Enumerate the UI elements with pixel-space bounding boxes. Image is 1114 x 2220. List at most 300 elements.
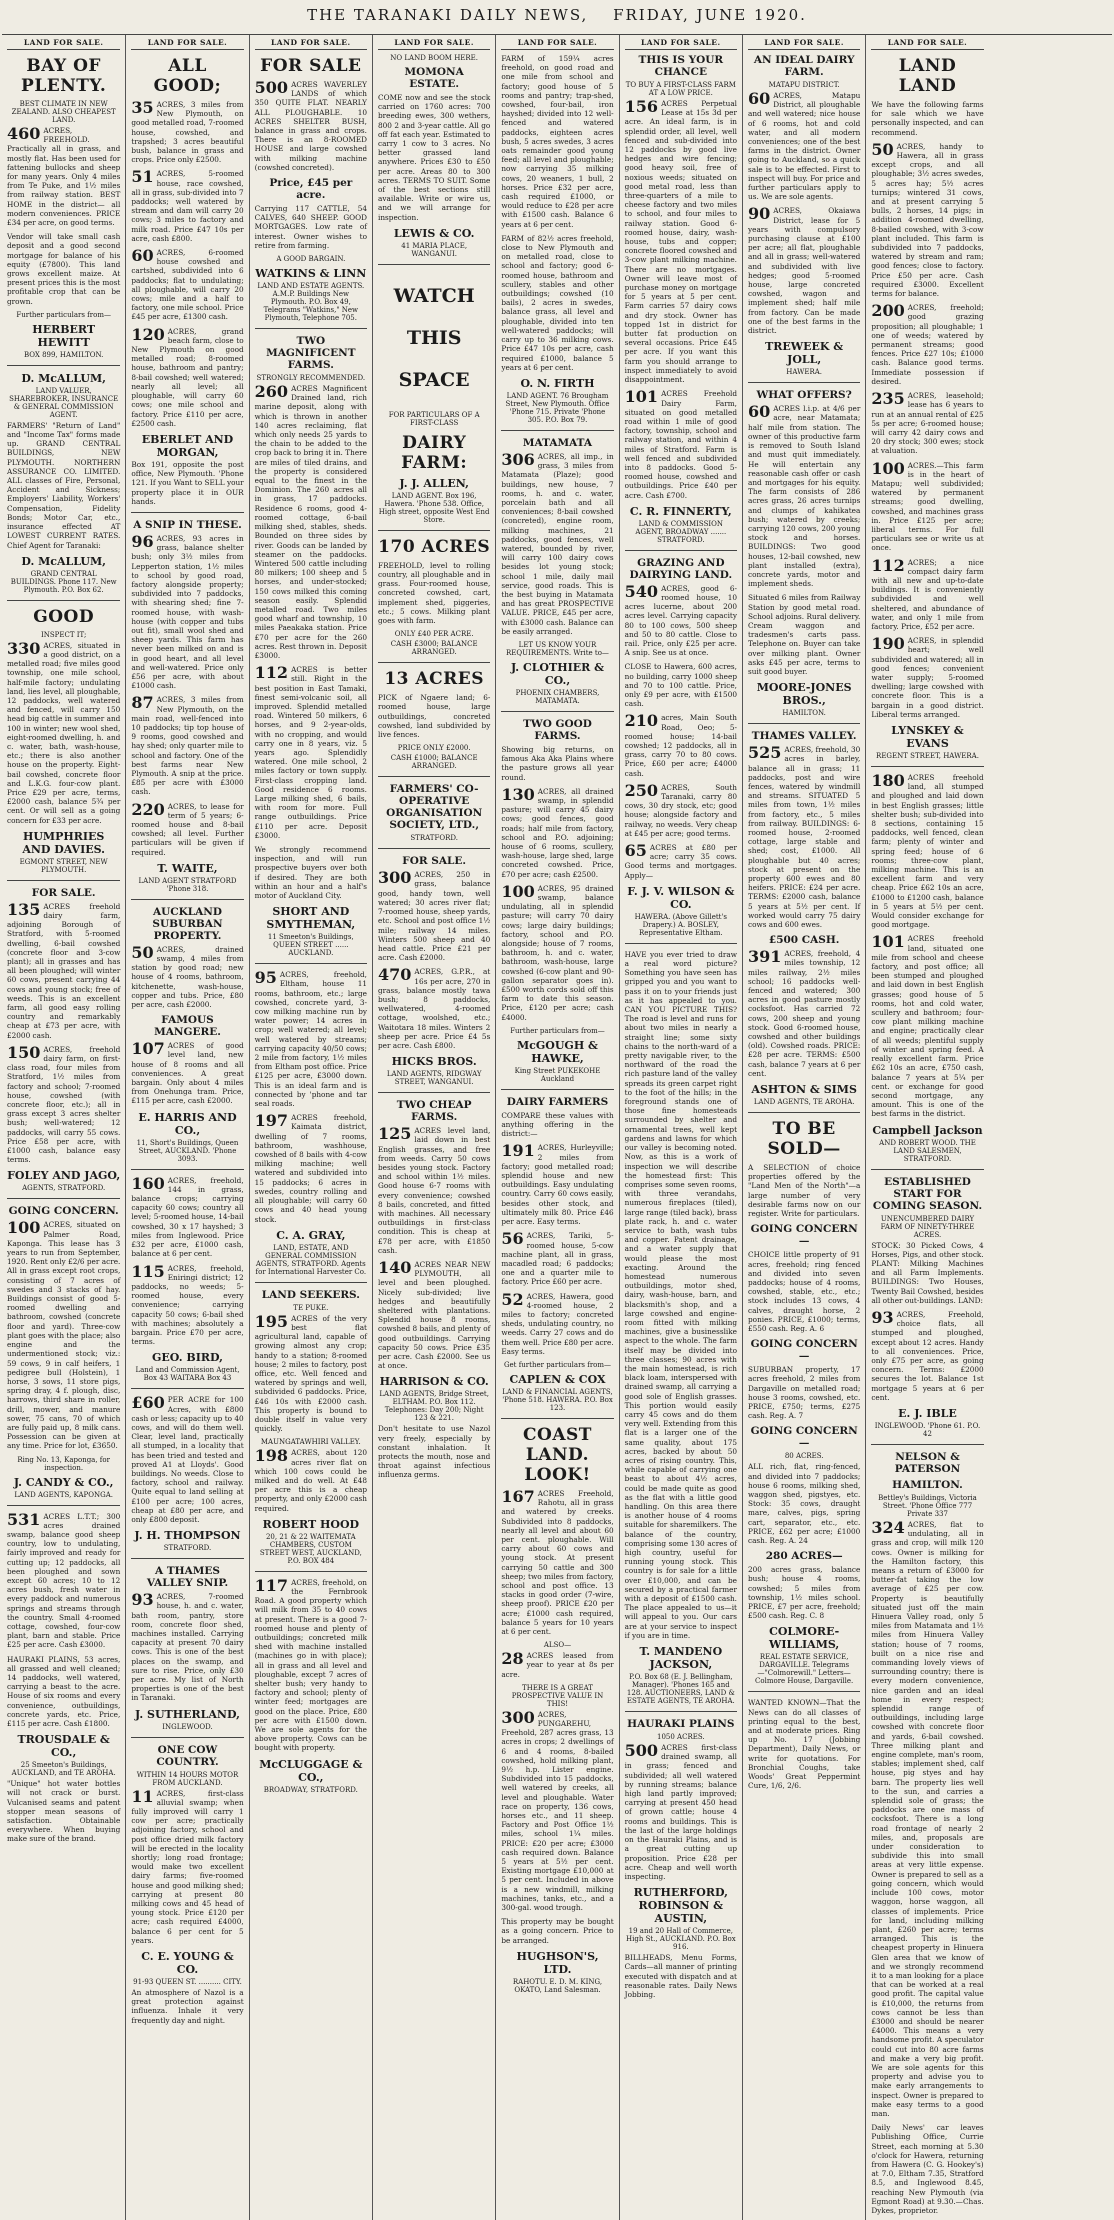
acreage-figure: 300 <box>378 868 412 888</box>
small-caption: LAND & FINANCIAL AGENTS, 'Phone 518. HAWERA. P.O. Box 123. <box>502 1387 613 1412</box>
listing-paragraph <box>501 1651 613 1679</box>
body-paragraph: Box 191, opposite the post office, New Plymouth. 'Phone 121. If you Want to SELL your property place it in OUR hands. <box>131 459 244 506</box>
issue-date: FRIDAY, JUNE 1920. <box>613 6 807 24</box>
subheadline: TWO CHEAP FARMS. <box>396 1099 472 1124</box>
small-caption: ALSO— <box>543 1641 572 1650</box>
acreage-figure: 60 <box>131 246 154 266</box>
listing-paragraph <box>131 799 244 857</box>
small-caption: LET US KNOW YOUR REQUIREMENTS. Write to— <box>506 640 609 657</box>
agent-name: MOORE-JONES BROS., <box>756 681 852 708</box>
agent-name: J. CLOTHIER & CO., <box>510 660 605 687</box>
listing-paragraph <box>131 324 244 428</box>
small-caption: LAND AND ESTATE AGENTS. A.M.P. Buildings New Plymouth. P.O. Box 49, Telegrams "Watkins," New Plymouth, Telephone 705. <box>257 282 365 323</box>
divider <box>748 1691 860 1692</box>
listing-text: ACRES.—This farm is in the heart of Matapu; well subdivided; watered by permanent streams; good dwelling, cowshed, and machines grass in. Price £125 per acre; liberal terms. For full particulars see or write us at once. <box>871 460 984 553</box>
small-caption: HAMILTON. <box>782 709 826 718</box>
masthead <box>0 0 1114 30</box>
listing-text: ACRES of the very best flat agricultural land, capable of growing almost any crop; handy to a station; 8-roomed house; 2 miles to factory, post office, etc. Well fenced and watered by springs and well, subdivided 6 paddocks. Price, £46 10s with £2000 cash. This property is bound to double itself in value very quickly. <box>254 1313 367 1434</box>
listing-text: ACRES, all imp., in grass, 3 miles from Matamata (Plaze); good buildings, new house, 7 rooms, h. and c. water, porcelain bath and all conveniences; 8-bail cowshed (concreted), engine room, milking machines, 21 paddocks, good fences, well watered, bounded by river, will carry 100 dairy cows besides lot young stock; school 1 mile, daily mail service, good roads. This is the best buying in Matamata and has great PROSPECTIVE VALUE. PRICE, £45 per acre, with £3000 cash. Balance can be easily arranged. <box>501 451 614 636</box>
small-caption: THERE IS A GREAT PROSPECTIVE VALUE IN THIS! <box>511 1683 604 1708</box>
acreage-figure: 100 <box>501 881 535 901</box>
agent-name: J. SUTHERLAND, <box>135 1707 240 1721</box>
acreage-figure: £60 <box>131 1393 165 1413</box>
listing-text: ACRES, freehold; good grazing proposition; all ploughable; 1 one of weeds; watered by permanent streams; good fences. Price £27 10s; £1000 cash. Balance good terms. Immediate possession if desired. <box>871 303 984 386</box>
small-caption: BOX 899, HAMILTON. <box>23 350 104 359</box>
agent-name: SHORT AND SMYTHEMAN, <box>266 905 356 932</box>
listing-paragraph <box>131 248 243 322</box>
listing-paragraph <box>255 970 367 1108</box>
listing-paragraph <box>501 1707 614 1913</box>
body-paragraph: Carrying 117 CATTLE, 54 CALVES, 640 SHEEP. GOOD MORTGAGES. Low rate of interest. Owner wishes to retire from farming. <box>254 204 367 250</box>
listing-paragraph <box>255 665 367 840</box>
listing-text: ACRES level land, laid down in best English grasses, and free from weeds. Carry 50 cows besides young stock. Factory and school within 1½ miles. Good house 6-7 rooms with every convenience; cowshed 8 bails, concreted, and fitted with machines. All necessary outbuildings in first-class condition. This is cheap at £78 per acre, with £1850 cash. <box>378 1126 491 1255</box>
listing-text: ACRES, Matapu District, all ploughable and well watered; nice house of 6 rooms, hot and cold water, and all modern conveniences; one of the best farms in the district. Owner going to Auckland, so a quick sale is to be effected. First to inspect will buy. For price and further particulars apply to us. We are sole agents. <box>748 91 861 202</box>
listing-paragraph <box>748 404 860 588</box>
listing-text: ACRES NEAR NEW PLYMOUTH, all level and been ploughed. Nicely sub-divided; live hedges and beautifully sheltered with plantations. Splendid house 8 rooms, cowshed 8 bails, and plenty of good outbuildings. Carrying capacity 50 cows. Price £35 per acre. Cash £2000. See us at once. <box>378 1259 491 1371</box>
subheadline: GOING CONCERN— <box>750 1338 858 1363</box>
listing-paragraph <box>624 780 737 838</box>
divider <box>871 1444 983 1445</box>
body-paragraph: FARM of 159¼ acres freehold, on good road and one mile from school and factory; good house of 5 rooms and pantry; trap-shed, cowshed, four-bail, iron hayshed; divided into 12 well-fenced and watered paddocks, eighteen acres bush, 5 acres swedes, 3 acres oats remainder good young feed; all level and ploughable; now carrying 35 milking cows, 20 weaners, 1 bull, 2 horses. Price £32 per acre, cash required £1000, or would reduce to £28 per acre with £1500 cash. Balance 6 years at 6 per cent. <box>501 54 614 229</box>
listing-paragraph <box>625 1743 737 1881</box>
subheadline: Price, £45 per acre. <box>269 177 353 202</box>
acreage-figure: 11 <box>131 1786 154 1806</box>
listing-paragraph <box>871 1517 984 2118</box>
acreage-figure: 130 <box>501 784 535 804</box>
acreage-figure: 112 <box>254 663 289 683</box>
listing-text: ACRES, situated on Palmer Road, Kaponga. This lease has 3 years to run from September, 1920. Rent only £2/6 per acre. All in grass except root crops, consisting of 7 acres of swedes and 3 stacks of hay. Buildings consist of good 5-roomed dwelling and bathroom, cowshed (concrete floor and yard). Three-cow plant goes with the place; also engine and the undermentioned stock; viz.: 59 cows, 9 in calf heifers, 1 pedigree bull (Holstein), 1 horse, 3 sows, 11 store pigs, spring dray, 4 f. plough, disc, harrows, third share in roller, drill, mower, and manure sower, 75 cans, 70 of which are fully paid up, 8 milk cans. Possession can be given at any time. Price for lot, £3650. <box>7 1220 121 1451</box>
watch-this-space: WATCH THIS SPACE <box>393 284 475 391</box>
subheadline: NELSON & PATERSON <box>894 1450 961 1475</box>
listing-text: ACRES, FREEHOLD. Practically all in grass, and mostly flat. Has been used for fattening bullocks and sheep for many years. Only 4 miles from Te Puke, and 1½ miles from railway station. BEST HOME in the district— all modern conveniences. PRICE £34 per acre, on good terms. <box>7 126 121 228</box>
subheadline: TWO GOOD FARMS. <box>523 717 592 742</box>
listing-paragraph <box>625 843 737 880</box>
listing-text: ACRES freehold land, all stumped and ploughed and laid down in best English grasses; little shelter bush; sub-divided into 8 sections, containing 15 paddocks, well fenced, clean farm; plenty of winter and spring feed; house of 6 rooms; three-cow plant, milking machine. This is an excellent farm and very cheap. Price £62 10s an acre, £1000 to £1200 cash, balance in 5 years at 5½ per cent. Would consider exchange for good mortgage. <box>871 773 984 930</box>
listing-text: ACRES, handy to Hawera, all in grass except crops, and all ploughable; 3½ acres swedes, 5 acres hay; 5½ acres turnips; wintered 31 cows, and at present carrying 5 bulls, 2 horses, 14 pigs; in addition 4-roomed dwelling, 8-bailed cowshed, with 3-cow plant included. This farm is subdivided into 7 paddocks, watered by stream and ram; good fences; close to factory. Price £50 per acre. Cash required £3000. Excellent terms for balance. <box>871 141 984 299</box>
agent-name: D. McALLUM, <box>21 554 106 568</box>
listing-text: ACRES, PUNGAREHU, Freehold, 287 acres grass, 13 acres in crops; 2 dwellings of 6 and 4 rooms, 8-bailed cowshed, hold milking plant, 9½ h.p. Lister engine. Subdivided into 15 paddocks, well watered by creeks, all level and ploughable. Water race on property, 136 cows, horses etc., and 11 sheep. Factory and Post Office 1½ miles, school 1¼ miles. PRICE: £20 per acre; £3000 cash required down. Balance 5 years at 5½ per cent. Existing mortgage £10,000 at 5 per cent. Included in above is a new windmill, milking machines, tanks, etc., and a 300-gal. wood trough. <box>501 1709 614 1913</box>
subheadline: GRAZING AND DAIRYING LAND. <box>629 556 733 581</box>
listing-text: ACRES, freehold dairy farm, on first-class road, four miles from Stratford, 1½ miles from factory and school; 7-roomed house, cowshed (with concrete floor, etc.); all in grass except 3 acres shelter bush; well-watered; 12 paddocks, will carry 55 cows. Price £58 per acre, with £1000 cash, balance easy terms. <box>7 1044 121 1165</box>
body-paragraph: FREEHOLD, level to rolling country, all ploughable and in grass. Four-roomed house, concreted cowshed, cart, implement shed, piggeries, etc.; 5 cows. Milking plant goes with farm. <box>378 560 491 626</box>
listing-text: ACRES of good level land, new house of 8 rooms and all conveniences. A great bargain. Only about 4 miles from Onehunga tram. Price, £115 per acre, cash £2000. <box>131 1041 244 1106</box>
divider <box>378 530 490 531</box>
divider <box>131 1388 243 1389</box>
agent-name: C. E. YOUNG & CO. <box>141 1950 234 1977</box>
small-caption: PHOENIX CHAMBERS, MATAMATA. <box>515 688 600 705</box>
listing-text: ACRES at £80 per acre; carry 35 cows. Good terms and mortgages. Apply— <box>624 843 737 880</box>
listing-text: ACRES, freehold, 144 in grass, balance crops; carrying capacity 60 cows; country all level; 5-roomed house, 14-bail cowshed, 30 x 17 hayshed; 3 miles from Inglewood. Price £32 per acre, £1000 cash, balance at 6 per cent. <box>131 1175 244 1259</box>
small-caption: LAND AGENTS, TE AROHA. <box>753 1098 855 1107</box>
small-caption: TE PUKE. <box>293 1303 329 1312</box>
listing-paragraph <box>871 391 983 455</box>
headline: TO BE SOLD— <box>767 1119 841 1160</box>
listing-paragraph <box>255 1113 367 1223</box>
listing-text: ACRES, situated in a good district, on a metalled road; five miles good township, one mile school, half-mile factory; undulating land, lies level, all ploughable, 12 paddocks, well watered and fenced, will carry 150 head big cattle in summer and 100 in winter; new wool shed, eight-roomed dwelling, h. and c. water, bath, wash-house, etc.; there is also another house on the property. Eight-bail cowshed, concrete floor and L.K.G. four-cow plant. Price £29 per acre, terms, £2000 cash, balance 5¾ per cent. Or will sell as a going concern for £33 per acre. <box>7 640 121 825</box>
listing-paragraph <box>255 80 367 172</box>
headline: 13 ACRES <box>384 669 484 690</box>
subheadline: THIS IS YOUR CHANCE <box>638 54 724 78</box>
listing-text: ACRES, 93 acres in grass, balance shelter bush; only 3½ miles from Lepperton station, 1½ miles to school by good road, factory alongside property; subdivided into 7 paddocks, with shearing shed; fine 7-roomed house, with wash-house (with copper and tubs out fit), small wool shed and sheep yards. This farm has never been milked on and is in good heart, and all level and well-watered. Price only £56 per acre, with about £1000 cash. <box>131 533 244 691</box>
divider <box>131 512 243 513</box>
listing-text: ACRES, 7-roomed house, h. and c. water, bath room, pantry, store room, concrete floor shed, machines installed. Carrying capacity at present 70 dairy cows. This is one of the best places on the swamp, and sure to rise. Price, only £30 per acre. My list of North properties is one of the best in Taranaki. <box>131 1592 244 1703</box>
listing-text: ACRES, freehold, Eniringi district; 12 paddocks, no weeds; 5-roomed house, every convenience; carrying capacity 50 cows; 6-bail shed with machines; absolutely a bargain. Price £70 per acre, terms. <box>131 1263 244 1347</box>
headline: 170 ACRES <box>378 536 491 557</box>
subheadline: GOING CONCERN— <box>750 1425 858 1450</box>
small-caption: LAND & COMMISSION AGENT, BROADWAY ....... STRATFORD. <box>635 519 727 544</box>
column-4 <box>372 35 495 2220</box>
agent-name: C. A. GRAY, <box>276 1228 346 1242</box>
small-caption: AND ROBERT WOOD. THE LAND SALESMEN, STRATFORD. <box>879 1138 976 1163</box>
subheadline: MATAMATA <box>522 436 593 449</box>
small-caption: ONLY £40 PER ACRE. <box>394 630 474 639</box>
listing-paragraph <box>501 1231 613 1286</box>
acreage-figure: 391 <box>748 947 782 967</box>
agent-name: HUGHSON'S, LTD. <box>516 1949 599 1976</box>
acreage-figure: 101 <box>871 932 905 952</box>
agent-name: J. H. THOMPSON <box>134 1529 241 1543</box>
listing-text: ACRES, 250 in grass, balance good, handy town, well watered; 30 acres river flat; 7-roomed house, sheep yards, etc. School and post office 1½ mile; railway 14 miles. Winters 500 sheep and 40 head cattle. Price £21 per acre. Cash £2000. <box>378 870 491 963</box>
small-caption: LAND AGENTS, Bridge Street, ELTHAM. P.O. Box 112. Telephones: Day 200; Night 123 & 221. <box>379 1390 489 1423</box>
column-8 <box>865 35 988 2220</box>
headline: DAIRY FARM: <box>401 432 468 473</box>
agent-name: CAPLEN & COX <box>509 1372 606 1386</box>
column-header: LAND FOR SALE. <box>748 38 860 50</box>
acreage-figure: 90 <box>748 204 771 224</box>
listing-text: ACRES freehold, Kaimata district, dwelling of 7 rooms, bathroom, washhouse, cowshed of 8 bails with 4-cow milking machine; well watered and subdivided into 15 paddocks; 6 acres in swedes, country rolling and all ploughable; will carry 60 cows and 40 head young stock. <box>254 1113 367 1224</box>
subheadline: DAIRY FARMERS <box>506 1095 609 1108</box>
small-caption: CASH £3000; BALANCE ARRANGED. <box>390 640 478 657</box>
listing-text: ACRES l.i.p. at 4/6 per acre, near Matamata; half mile from station. The owner of this productive farm is removed to South Island and must quit immediately. He will entertain any reasonable cash offer or cash and mortgages for his equity. The farm consists of 286 acres grass, 26 acres turnips and clumps of kahikatea bush; watered by creeks; carrying 120 cows, 200 young stock and horses. BUILDINGS: Two good houses, 12-bail cowshed, new plant installed (extra), concrete yards, motor and implement sheds. <box>748 404 861 589</box>
divider <box>7 1505 120 1506</box>
listing-paragraph <box>131 1041 243 1105</box>
listing-paragraph <box>7 638 121 825</box>
agent-name: T. WAITE, <box>157 861 218 875</box>
column-3 <box>249 35 372 2220</box>
agent-name: TREWEEK & JOLL, <box>765 340 844 367</box>
column-6 <box>619 35 742 2220</box>
listing-paragraph <box>7 899 121 1040</box>
listing-paragraph <box>378 967 490 1050</box>
listing-text: ACRES, flat to undulating, all in grass and crop, will milk 120 cows. Owner is milking for the Hamilton factory, this means a return of £3000 for butter-fat taking the low average of £25 per cow. Property is beautifully situated just off the main Hinuera Valley road, only 5 miles from Matamata and 1½ miles from Hinuera Valley station; house of 7 rooms, built on a nice rise and commanding lovely views of surrounding country; there is every modern convenience, nice garden and an ideal home in every respect; splendid range of outbuildings, including large cowshed with concrete floor and yards, 6-bail cowshed. Three milking plant and engine complete, man's room, stables; implement shed, calf house, pig styes and hay barn. The property lies well to the sun, and carries a splendid sole of grass; the paddocks are one mass of cocksfoot. There is a long road frontage of nearly 2 miles, and, proposals are under consideration to subdivide this into small areas at very little expense. Owner is prepared to sell as a going concern, which would include 100 cows, motor waggon, horse waggon, all classes of implements. Price for land, including milking plant, £260 per acre; terms arranged. This is the cheapest property in Hinuera Glen area that we know of and we strongly recommend it to a man looking for a place that can be worked at a real good profit. The capital value is £10,000, the returns from cows cannot be less than £3000 and should be nearer £4000. This means a very handsome profit. A speculator could cut into 80 acre farms and make a very big profit. We are sole agents for this property and advise you to make early arrangements to inspect. Owner is prepared to make easy terms to a good man. <box>871 1519 984 2118</box>
body-paragraph: "Unique" hot water bottles will not crack or burst. Vulcanised seams and patent stopper mean seasons of satisfaction. Obtainable everywhere. When buying make sure of the brand. <box>7 1779 121 1844</box>
small-caption: EGMONT STREET, NEW PLYMOUTH. <box>19 857 108 874</box>
small-caption: REGENT STREET, HAWERA. <box>876 752 979 760</box>
small-caption: MATAPU DISTRICT. <box>768 81 840 89</box>
headline: GOOD <box>33 606 95 627</box>
listing-paragraph <box>131 169 243 243</box>
listing-paragraph <box>131 1261 244 1347</box>
listing-text: ACRES, 6-roomed house cowshed and cartshed, subdivided into 6 paddocks; flat to undulating; all ploughable, will carry 20 cows; mile and a half to factory, one mile school. Price £45 per acre, £1300 cash. <box>131 248 244 322</box>
body-paragraph: We strongly recommend inspection, and will run prospective buyers over both if desired. They are both within an hour and a half's motor of Auckland City. <box>254 845 367 901</box>
listing-text: ACRES, all drained swamp, in splendid pasture; will carry 45 dairy cows; good fences, good roads; half mile from factory, school and P.O. adjoining; house of 6 rooms, scullery, wash-house, large shed, large concreted cowshed. Price, £70 per acre; cash £2500. <box>501 786 614 879</box>
listing-text: PER ACRE for 100 Acres, with £800 cash or less; capacity up to 40 cows, and will do them well. Clear, level land, practically all stumped, in a locality that has been tried and tested and proved A1 at Lloyds'. Good buildings. No weeds. Close to factory, school and railway. Quite equal to land selling at £100 per acre; 100 acres, cheap at £80 per acre, and only £800 deposit. <box>131 1395 244 1524</box>
body-paragraph: PICK of Ngaere land; 6-roomed house, large outbuildings, concreted cowshed, land subdivided by live fences. <box>378 693 491 740</box>
acreage-figure: 195 <box>254 1311 289 1331</box>
divider <box>501 1418 613 1419</box>
body-paragraph: ALL rich, flat, ring-fenced, and divided into 7 paddocks; house 6 rooms, milking shed, waggon shed, pigstyes, etc. Stock: 35 cows, draught mare, calves, pigs, spring cart, separator, etc., etc. PRICE, £62 per acre; £1000 cash. Reg. A. 24 <box>748 1462 861 1545</box>
listing-text: ACRES, to lease for term of 5 years; 6-roomed house and 8-bail cowshed; all level. Further particulars will be given if required. <box>131 801 244 857</box>
agent-name: COLMORE-WILLIAMS, <box>769 1625 840 1652</box>
acreage-figure: 112 <box>871 555 905 575</box>
divider <box>748 1112 860 1113</box>
acreage-figure: 100 <box>871 458 905 478</box>
body-paragraph: BILLHEADS, Menu Forms, Cards—all manner of printing executed with dispatch and at reasonable rates. Daily News Jobbing. <box>624 1953 737 1999</box>
small-caption: HAWERA. (Above Gillett's Drapery.) A. BOSLEY, Representative Eltham. <box>634 912 727 937</box>
agent-name: E. J. IBLE <box>898 1406 957 1420</box>
small-caption: 80 ACRES. <box>784 1452 824 1461</box>
listing-text: ACRES, 3 miles from New Plymouth, on good metalled road, 7-roomed house, cowshed, and trapshed; 3 acres beautiful bush, balance in grass and crops. Price only £2500. <box>131 100 244 165</box>
divider <box>501 711 613 712</box>
small-caption: STRATFORD. <box>163 1544 212 1553</box>
small-caption: LAND AGENT STRATFORD 'Phone 318. <box>138 876 237 893</box>
listing-paragraph <box>871 636 983 719</box>
subheadline: HAURAKI PLAINS <box>627 1718 735 1731</box>
subheadline: A THAMES VALLEY SNIP. <box>146 1565 229 1590</box>
small-caption: TO BUY A FIRST-CLASS FARM AT A LOW PRICE. <box>625 81 736 97</box>
acreage-figure: 93 <box>871 1307 894 1327</box>
listing-text: ACRES first-class drained swamp, all in grass; fenced and subdivided; all well watered by running streams; balance high land partly improved; carrying at present 450 head of grown cattle; house 4 rooms and buildings. This is the last of the large holdings on the Hauraki Plains, and is a great cutting up proposition. Price £28 per acre. Cheap and well worth inspecting. <box>624 1743 737 1881</box>
acreage-figure: 160 <box>131 1173 165 1193</box>
subheadline: THAMES VALLEY. <box>751 730 857 743</box>
agent-name: HERBERT HEWITT <box>32 322 96 349</box>
divider <box>7 1198 120 1199</box>
subheadline: GOING CONCERN. <box>8 1205 119 1218</box>
listing-paragraph <box>131 1395 243 1524</box>
listing-paragraph <box>871 1307 984 1402</box>
column-2 <box>125 35 248 2220</box>
small-caption: 20, 21 & 22 WAITEMATA CHAMBERS, CUSTOM STREET WEST, AUCKLAND, P.O. BOX 484 <box>259 1532 362 1565</box>
small-caption: Get further particulars from— <box>503 1360 612 1369</box>
listing-text: ACRES, freehold, on the Fernbrook Road. A good property which will milk from 35 to 40 cows at present. There is a good 7-roomed house and plenty of outbuildings; concreted milk shed with machine installed (machines go in with place); all in grass and all level and ploughable, except 7 acres of shelter bush; very handy to factory and school; plenty of winter feed; mortgages are good on the place. Price, £80 per acre with £1500 down. We are sole agents for the above property. Cows can be bought with property. <box>254 1577 367 1753</box>
acreage-figure: 260 <box>254 382 289 402</box>
acreage-figure: 200 <box>871 301 905 321</box>
listing-text: acres, Main South Road, Oeo; 5-roomed house; 14-bail cowshed; 12 paddocks, all in grass, carry 70 to 80 cows. Price, £60 per acre; £4000 cash. <box>624 713 737 778</box>
listing-paragraph <box>501 881 614 1022</box>
column-header: LAND FOR SALE. <box>871 38 983 50</box>
column-header: LAND FOR SALE. <box>7 38 120 50</box>
body-paragraph: HAURAKI PLAINS, 53 acres, all grassed and well cleaned; 14 paddocks, well watered, carrying a beast to the acre. House of six rooms and every convenience, outbuildings, concrete yards, etc. Price, £115 per acre. Cash £1800. <box>7 1654 121 1728</box>
listing-paragraph <box>501 449 614 636</box>
acreage-figure: 96 <box>131 531 154 551</box>
agent-name: ROBERT HOOD <box>262 1517 360 1531</box>
subheadline: FOR SALE. <box>31 886 96 899</box>
listing-paragraph <box>7 126 120 227</box>
small-caption: P.O. Box 68 (E. J. Bellingham, Manager). 'Phones 165 and 128. AUCTIONEERS, LAND & ESTATE AGENTS, TE AROHA. <box>626 1673 735 1706</box>
subheadline: GOING CONCERN— <box>750 1223 858 1248</box>
column-header: LAND FOR SALE. <box>131 38 243 50</box>
column-5 <box>495 35 618 2220</box>
small-caption: GRAND CENTRAL BUILDINGS. Phone 117. New Plymouth. P.O. Box 62. <box>10 569 117 594</box>
agent-name: LEWIS & CO. <box>393 226 475 240</box>
listing-text: ACRES, G.P.R., at 16s per acre, 270 in grass, balance mostly tawa bush; 8 paddocks, wellwatered, 4-roomed cottage, woolshed, etc.; Waitotara 18 miles. Winters 2 sheep per acre. Price £4 5s per acre. Cash £800. <box>378 967 491 1050</box>
headline: ALL GOOD; <box>153 56 222 96</box>
acreage-figure: 56 <box>501 1229 524 1249</box>
small-caption: Ring No. 13, Kaponga, for inspection. <box>17 1455 110 1472</box>
acreage-figure: 460 <box>7 124 41 143</box>
agent-name: F. J. V. WILSON & CO. <box>627 884 735 911</box>
listing-paragraph <box>254 1575 367 1753</box>
divider <box>255 1571 367 1572</box>
acreage-figure: 115 <box>131 1261 165 1281</box>
small-caption: BEST CLIMATE IN NEW ZEALAND. ALSO CHEAPEST LAND. <box>11 100 116 124</box>
acreage-figure: 28 <box>501 1649 524 1669</box>
divider <box>871 1169 983 1170</box>
listing-paragraph <box>131 695 243 796</box>
agent-name: E. HARRIS AND CO., <box>138 1110 237 1137</box>
acreage-figure: 220 <box>131 799 165 819</box>
listing-paragraph <box>255 384 367 660</box>
agent-name: McGOUGH & HAWKE, <box>516 1038 598 1065</box>
agent-name: WATKINS & LINN <box>255 267 367 281</box>
small-caption: REAL ESTATE SERVICE, DARGAVILLE. Telegrams—"Colmorewill." Letters—Colmore House, Dargaville. <box>755 1653 854 1686</box>
acreage-figure: 531 <box>7 1509 41 1529</box>
acreage-figure: 525 <box>748 743 782 763</box>
divider <box>748 723 860 724</box>
acreage-figure: 250 <box>624 780 659 800</box>
small-caption: LAND, ESTATE, AND GENERAL COMMISSION AGENTS, STRATFORD. Agents for International Harvester Co. <box>255 1243 367 1276</box>
small-caption: LAND AGENT. 76 Brougham Street, New Plymouth. Office 'Phone 715. Private 'Phone 305. P.O. Box 79. <box>505 391 610 424</box>
subheadline: HAMILTON. <box>892 1478 963 1491</box>
listing-paragraph <box>624 581 737 658</box>
listing-paragraph <box>501 1143 613 1226</box>
agent-name: ASHTON & SIMS <box>751 1083 857 1097</box>
acreage-figure: 35 <box>131 98 154 117</box>
divider <box>378 662 490 663</box>
acreage-figure: 210 <box>624 711 659 731</box>
listing-paragraph <box>501 1486 614 1636</box>
column-7 <box>742 35 865 2220</box>
acreage-figure: 197 <box>254 1111 289 1131</box>
agent-name: EBERLET AND MORGAN, <box>141 432 234 459</box>
agent-name: GEO. BIRD, <box>152 1351 223 1365</box>
listing-text: ACRES WAVERLEY LANDS of which 350 QUITE FLAT. NEARLY ALL PLOUGHABLE. 10 ACRES SHELTER BUSH, balance in grass and crops. There is an 8-ROOMED HOUSE and large cowshed with milking machine (cowshed concreted). <box>254 80 367 172</box>
small-caption: INGLEWOOD. <box>162 1722 213 1731</box>
listing-text: ACRES; a nice compact dairy farm with all new and up-to-date buildings. It is conveniently subdivided and well sheltered, and abundance of water, and only 1 mile from factory. Price, £52 per acre. <box>871 557 984 631</box>
acreage-figure: 470 <box>378 965 412 985</box>
column-header: LAND FOR SALE. <box>378 38 490 50</box>
small-caption: LAND AGENTS, KAPONGA. <box>14 1490 113 1499</box>
small-caption: A GOOD BARGAIN. <box>276 255 346 264</box>
body-paragraph: COME now and see the stock carried on 1760 acres: 700 breeding ewes, 300 wethers, 800 2 and 3-year cattle. All go off fat each year. Estimated to carry 1 cow to 3 acres. No better grassed land anywhere. Prices £30 to £50 per acre. Areas 80 to 300 acres. TERMS TO SUIT. Some of the best sections still available. Write or wire us, and we will arrange for inspection. <box>378 93 491 222</box>
acreage-figure: 180 <box>871 771 905 790</box>
small-caption: LAND AGENT. Box 196, Hawera. 'Phone 538. Office, High street, opposite West End Store. <box>378 491 490 524</box>
divider <box>625 1711 737 1712</box>
subheadline: AUCKLAND SUBURBAN PROPERTY. <box>152 905 223 942</box>
subheadline: WHAT OFFERS? <box>756 389 852 402</box>
listing-paragraph <box>131 1786 244 1945</box>
listing-text: ACRES freehold land, situated one mile from school and cheese factory, and post office; all been stumped and ploughed and laid down in best English grasses; good house of 5 rooms, hot and cold water, scullery and bathroom; four-cow plant milking machine and engine; practically clear of all weeds; plentiful supply of winter and spring feed. A really excellent farm. Price £62 10s an acre, £750 cash, balance 7 years at 5¼ per cent. or exchange for good second mortgage, any amount. This is one of the best farms in the district. <box>871 934 984 1119</box>
body-paragraph: CHOICE little property of 91 acres, freehold; ring fenced and divided into seven paddocks; house of 4 rooms, cowshed, stable, etc., etc.; stock includes 13 cows, 4 calves, draught horse, 2 ponies. PRICE, £1000; terms, £550 cash. Reg. A. 6 <box>748 1250 861 1333</box>
acreage-figure: 324 <box>871 1517 905 1537</box>
body-paragraph: Daily News' car leaves Publishing Office, Currie Street, each morning at 5.30 o'clock for Hawera, returning from Hawera (C. G. Hookey's) at 7.0, Eltham 7.35, Stratford 8.5, and Inglewood 8.45, reaching New Plymouth (via Egmont Road) at 9.30.—Chas. Dykes, proprietor. <box>871 2123 984 2215</box>
acreage-figure: 190 <box>871 634 905 654</box>
listing-paragraph <box>255 1448 367 1512</box>
body-paragraph: An atmosphere of Nazol is a great protection against influenza. Inhale it very frequently day and night. <box>131 1988 244 2025</box>
divider <box>131 1737 243 1738</box>
acreage-figure: 60 <box>748 89 771 108</box>
small-caption: WITHIN 14 HOURS MOTOR FROM AUCKLAND. <box>136 1770 239 1787</box>
small-caption: AGENTS, STRATFORD. <box>22 1184 106 1193</box>
acreage-figure: 60 <box>748 402 771 422</box>
small-caption: 11, Short's Buildings, Queen Street, AUCKLAND. 'Phone 3093. <box>136 1138 239 1163</box>
small-caption: Further particulars from— <box>510 1026 605 1035</box>
listing-paragraph <box>378 870 490 962</box>
body-paragraph: We have the following farms for sale which we have personally inspected, and can recommend. <box>871 100 984 137</box>
divider <box>378 264 490 265</box>
agent-name: Campbell Jackson <box>872 1123 983 1137</box>
acreage-figure: 87 <box>131 693 154 713</box>
listing-text: ACRES, 3 miles from New Plymouth, on the main road, well-fenced into 10 paddocks; tip top house of 9 rooms, good cowshed and hay shed; only quarter mile to school and factory. One of the best farms near New Plymouth. A snip at the price. £85 per acre with £3000 cash. <box>131 695 244 797</box>
divider <box>625 943 737 944</box>
listing-text: ACRES, 95 drained swamp, balance undulating, all in splendid pasture; will carry 70 dairy cows; large dairy buildings; factory, school and P.O. alongside; house of 7 rooms, bathroom, h. and c. water, bathroom, wash-house, large cowshed (6-cow plant and 90-gallon separator goes in). £500 worth cords sold off this farm to date this season. Price, £120 per acre; cash £4000. <box>501 883 614 1022</box>
acreage-figure: 300 <box>501 1707 535 1727</box>
listing-text: ACRES, first-class alluvial swamp; when fully improved will carry 1 cow per acre; practically adjoining factory, school and post office dried milk factory will be erected in the locality shortly; long road frontage; would make two excellent dairy farms; five-roomed house and good milking shed; carrying at present 80 milking cows and 45 head of young stock. Price £120 per acre; cash required £4000, balance 6 per cent for 5 years. <box>131 1788 244 1945</box>
small-caption: STRONGLY RECOMMENDED. <box>256 374 366 383</box>
acreage-figure: 540 <box>624 581 659 601</box>
body-paragraph: FARMERS' "Return of Land" and "Income Tax" forms made up. GRAND CENTRAL BUILDINGS, NEW PLYMOUTH. NORTHERN ASSURANCE CO. LIMITED. ALL classes of Fire, Personal, Accident and Sickness; Employers' Liability, Workers' Compensation, Fidelity Bonds; Motor Car, etc., insurance effected AT LOWEST CURRENT RATES. Chief Agent for Taranaki: <box>7 420 121 550</box>
body-paragraph: HAVE you ever tried to draw a real word picture? Something you have seen has gripped you and you want to pass it on to your friends just as it has appealed to you. CAN YOU PICTURE THIS? The road is level and runs for about two miles in nearly a straight line; some sixty chains to the north-ward of a pretty navigable river, to the northward of the road the rich pasture land of the valley spreads its green carpet right to the foot of the hills; in the foreground stands one of those fine homesteads surrounded by shelter and ornamental trees, well kept gardens and lawns for which our valley is becoming noted. Now, as this is a work of inspection we will describe the homestead first: This comprises some seven rooms, with three verandahs, numerous fireplaces (tiled), large range (tiled back), brass plate rack, h. and c. water service to bath, wash tubs and copper. Patent drainage, and a water supply that would please the most exacting. Around the homestead numerous outbuildings, motor shed, dairy, wash-house, barn, and blacksmith's shop, and a large cowshed and engine-room fitted with milking machines, give a businesslike aspect to the whole. The farm itself may be divided into three classes; 90 acres with the main homestead, is rich black loam, interspersed with drained swamp, all carrying a good sole of English grasses. This portion would easily carry 45 cows and do them very well. Extending from this flat is a larger one of the same quality, about 175 acres, backed by about 50 acres of rising country. This, while capable of carrying one beast to about 4½ acres, could be made quite as good as the flat with a little good handling. On this area there is another house of 4 rooms suitable for sharemilkers. The balance of the country, comprising some 130 acres of high country, useful for running young stock. This country is for sale for a little over £10,000, and can be secured by a practical farmer with a deposit of £1500 cash. The place appealed to us—it will appeal to you. Our cars are at your service to inspect if you are in time. <box>624 949 737 1640</box>
listing-text: ACRES, Hawera, good 4-roomed house, 2 miles to factory; concreted sheds, undulating country, no weeds. Carry 27 cows and do them well. Price £80 per acre. Easy terms. <box>501 1291 614 1356</box>
divider <box>501 1089 613 1090</box>
small-caption: BROADWAY, STRATFORD. <box>263 1785 358 1794</box>
body-paragraph: COMPARE these values with anything offering in the district:— <box>501 1110 614 1139</box>
acreage-figure: 191 <box>501 1141 535 1161</box>
divider <box>255 328 367 329</box>
listing-paragraph <box>871 458 984 553</box>
listing-paragraph <box>625 713 737 777</box>
acreage-figure: 50 <box>131 942 154 962</box>
acreage-figure: 117 <box>254 1575 289 1595</box>
acreage-figure: 500 <box>624 1741 659 1761</box>
subheadline: A SNIP IN THESE. <box>133 518 242 531</box>
listing-paragraph <box>254 1311 367 1434</box>
divider <box>378 848 490 849</box>
agent-name: D. McALLUM, <box>21 371 106 385</box>
listing-paragraph <box>871 139 984 299</box>
divider <box>7 880 120 881</box>
acreage-figure: 140 <box>378 1257 412 1277</box>
headline: FOR SALE <box>260 56 362 76</box>
subheadline: ESTABLISHED START FOR COMING SEASON. <box>872 1175 983 1212</box>
agent-name: O. N. FIRTH <box>520 376 595 390</box>
acreage-figure: 330 <box>7 638 41 658</box>
listing-text: ACRES, grand beach farm, close to New Plymouth on good metalled road; 8-roomed house, bathroom and pantry; 8-bail cowshed; well watered; nearly all level; all ploughable, will carry 60 cows; one mile school and factory. Price £110 per acre, £2500 cash. <box>131 326 244 428</box>
listing-text: ACRES leased from year to year at 8s per acre. <box>501 1651 614 1679</box>
listing-text: ACRES, Freehold, choice flats, all stumped and ploughed, except about 12 acres. Handy to all conveniences. Price, only £75 per acre, as going concern. Terms: £2000 secures the lot. Balance 1st mortgage 5 years at 6 per cent. <box>871 1309 984 1402</box>
agent-name: J. J. ALLEN, <box>399 476 469 490</box>
subheadline: FOR SALE. <box>402 855 467 868</box>
agent-name: McCLUGGAGE & CO., <box>259 1757 363 1784</box>
subheadline: MOMONA ESTATE. <box>404 66 464 90</box>
small-caption: CASH £1000; BALANCE ARRANGED. <box>390 754 478 771</box>
agent-name: J. CANDY & CO., <box>13 1475 114 1489</box>
listing-paragraph <box>748 949 860 1078</box>
agent-name: HICKS BROS. <box>391 1055 477 1069</box>
body-paragraph: FARM of 82½ acres freehold, close to New Plymouth and on metalled road, close to school and factory; good 6-roomed house, bathroom and scullery, stables and other outbuildings; cowshed (10 bails), 2 acres in swedes, balance grass, all level and ploughable, divided into ten well-watered paddocks; will carry up to 36 milking cows. Price £47 10s per acre, cash required £1000, balance 5 years at 6 per cent. <box>501 233 614 372</box>
small-caption: HAWERA. <box>786 368 823 377</box>
acreage-figure: 135 <box>7 899 41 919</box>
small-caption: LAND AGENTS, RIDGWAY STREET, WANGANUI. <box>386 1070 482 1087</box>
divider <box>501 430 613 431</box>
agent-name: C. R. FINNERTY, <box>629 504 732 518</box>
small-caption: 11 Smeeton's Buildings, QUEEN STREET ...... AUCKLAND. <box>267 933 354 958</box>
listing-text: ACRES is better still. Right in the best position in East Tamaki, finest semi-volcanic soil, all improved. Splendid metalled road. Wintered 50 milkers, 6 horses, and 9 2-year-olds, with no cropping, and would carry one in 8 years, viz. 5 years ago. Splendidly watered. One mile school, 2 miles factory or town supply. First-class cropping land. Good residence 6 rooms. Large milking shed, 6 bails, with room for more. Full range outbuildings. Price £110 per acre. Deposit £3000. <box>254 665 367 840</box>
divider <box>131 1169 243 1170</box>
body-paragraph: Vendor will take small cash deposit and a good second mortgage for balance of his equity (£7800). This land grows excellent maize. At present prices this is the most profitable crop that can be grown. <box>7 232 121 306</box>
acreage-figure: 198 <box>254 1446 289 1466</box>
listing-text: ACRES, freehold, 30 acres in barley, balance all in grass; 11 paddocks, post and wire fences, watered by windmill and streams. SITUATED 5 miles from town, 1½ miles from factory, etc., 5 miles from railway. BUILDINGS: 6-roomed house, 2-roomed cottage, large stable and shed; cost, £1000. All ploughable but 40 acres; stock at present on the property 600 ewes and 80 heifers. PRICE: £24 per acre. TERMS: £2000 cash, balance 5 years at 5½ per cent. If worked would carry 75 dairy cows and 600 ewes. <box>748 745 861 930</box>
